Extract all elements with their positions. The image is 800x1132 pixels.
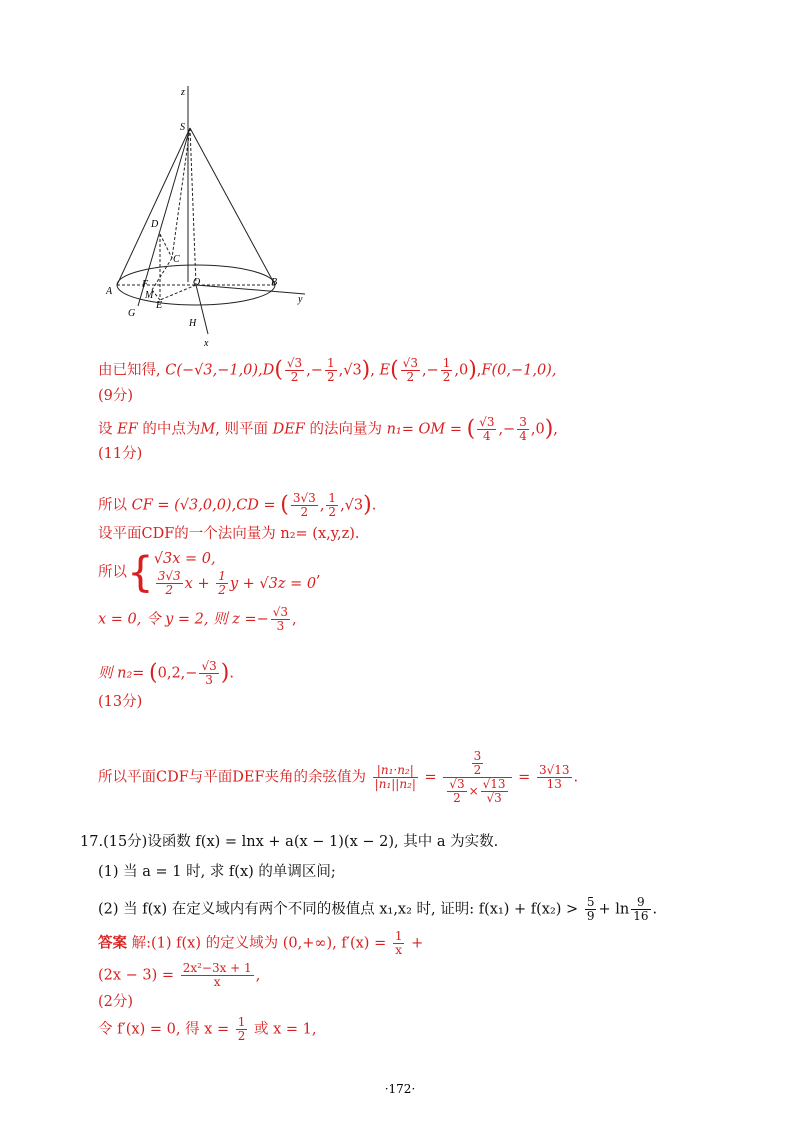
subquestion-2-ln: + ln [598,901,630,918]
n2-result-prefix: 则 n₂= [98,665,145,682]
label-b: B [271,277,278,288]
vectors-prefix: 所以 [98,497,127,514]
label-o: O [193,277,201,288]
vector-cd: CD = [236,497,276,514]
label-x: x [204,338,209,349]
solution-z-text: x = 0, 令 y = 2, 则 z = [98,611,257,628]
cosine-denominator: |n₁||n₂| [374,777,416,791]
point-m: M [200,421,216,438]
label-e: E [156,300,163,311]
x-axis [196,285,208,334]
system-prefix: 所以 [98,564,127,581]
cosine-result-numerator: 3√13 [538,763,570,777]
label-y: y [298,294,303,305]
normal-n2-def: 设平面CDF的一个法向量为 n₂= (x,y,z). [98,526,360,542]
problem-17-statement [80,832,498,852]
derivative-numerator: 2x²−3x + 1 [182,961,252,975]
label-z: z [181,87,185,98]
vectors-line: 所以 CF = (√3,0,0),CD = ( $\frac{3√3}{2}$ , $\frac{1}{2}$ ,√3). [98,491,377,519]
n1-mid: 的中点为 [142,421,201,438]
cosine-numerator: |n₁·n₂| [373,764,418,778]
score-9: (9分) [98,388,134,404]
answer-line-3: 令 f′(x) = 0, 得 x = $\frac{1}{2}$ 或 x = 1, [98,1015,317,1043]
label-m: M [145,290,154,301]
solution-z-line: x = 0, 令 y = 2, 则 z =− $\frac{√3}{3}$ , [98,605,297,633]
cosine-line: 所以平面CDF与平面DEF夹角的余弦值为 $\frac{\text{|n₁·n₂|}}{\text{|n₁||n₂|}}$ = $\frac{3}{2}$ $\frac{√3}{2}$ × $\frac{√13}{√3}$ = $\frac{3√13}{13}$ . [98,749,579,805]
point-d-label: D [262,362,275,379]
cosine-result-denominator: 13 [546,777,562,791]
page-number: ·172· [384,1082,416,1096]
n2-result-line: 则 n₂= (0,2,− $\frac{√3}{3}$ ). [98,659,234,687]
label-d: D [151,219,159,230]
point-f: F(0,−1,0), [481,362,557,379]
point-e-label: E [379,362,391,379]
vector-n1: n₁= OM = [386,421,462,438]
subquestion-1: (1) 当 a = 1 时, 求 f(x) 的单调区间; [98,864,336,880]
segment-ef: EF [117,421,138,438]
score-13: (13分) [98,694,143,710]
score-2: (2分) [98,994,134,1010]
cosine-prefix: 所以平面CDF与平面DEF夹角的余弦值为 [98,769,367,786]
n1-mid2: , 则平面 [215,421,268,438]
cone-figure [100,84,320,354]
cone-side-right [190,128,275,285]
label-s: S [180,122,185,133]
answer-text-3: 令 f′(x) = 0, 得 x = [98,1021,230,1038]
label-f: F [142,279,149,290]
normal-n1-line: 设 EF 的中点为M, 则平面 DEF 的法向量为 n₁= OM = ( $\frac{√3}{4}$ ,− $\frac{3}{4}$ ,0), [98,415,558,443]
derivative-denominator: x [213,975,221,989]
point-c: C(−√3,−1,0), [165,362,263,379]
label-g: G [128,308,136,319]
answer-text-3-tail: 或 x = 1, [253,1021,317,1038]
n1-prefix: 设 [98,421,113,438]
coords-prefix: 由已知得, [98,362,161,379]
system-eq1: √3x = 0, [153,551,216,567]
n1-mid3: 的法向量为 [309,421,382,438]
vector-cf: CF = (√3,0,0), [131,497,237,514]
label-c: C [173,254,180,265]
subquestion-2-text: (2) 当 f(x) 在定义域内有两个不同的极值点 x₁,x₂ 时, 证明: f(x₁) + f(x₂) > [98,901,579,918]
problem-text: 设函数 f(x) = lnx + a(x − 1)(x − 2), 其中 a 为实数. [147,834,499,850]
answer-tag: 答案 [98,934,127,952]
subquestion-2: (2) 当 f(x) 在定义域内有两个不同的极值点 x₁,x₂ 时, 证明: f(x₁) + f(x₂) > $\frac{5}{9}$ + ln $\frac{9}{16}$ . [98,895,658,923]
plane-def: DEF [272,421,305,438]
equation-system: 所以{√3x = 0, $\frac{3√3}{2}$ x + $\frac{1}{2}$ y + √3z = 0, [98,547,321,597]
label-h: H [189,318,197,329]
answer-line-2: (2x − 3) = $\frac{\text{2x²−3x + 1}}{x}$ , [98,961,261,989]
system-eq2-tail: y + √3z = 0 [229,575,317,592]
problem-score: (15分) [103,834,148,850]
answer-line-1: 答案 解:(1) f(x) 的定义域为 (0,+∞), f′(x) = $\frac{1}{x}$ + [98,929,424,957]
y-axis [196,285,305,294]
label-a: A [106,286,113,297]
answer-text-2: (2x − 3) = [98,967,175,984]
answer-text-1: 解:(1) f(x) 的定义域为 (0,+∞), f′(x) = [131,935,387,952]
coords-line: 由已知得, C(−√3,−1,0),D( $\frac{√3}{2}$ ,− $\frac{1}{2}$ ,√3), E( $\frac{√3}{2}$ ,− $\frac{1}{2}$ ,0),F(0,−1,0), [98,356,557,384]
score-11: (11分) [98,446,143,462]
problem-number: 17. [80,834,104,850]
